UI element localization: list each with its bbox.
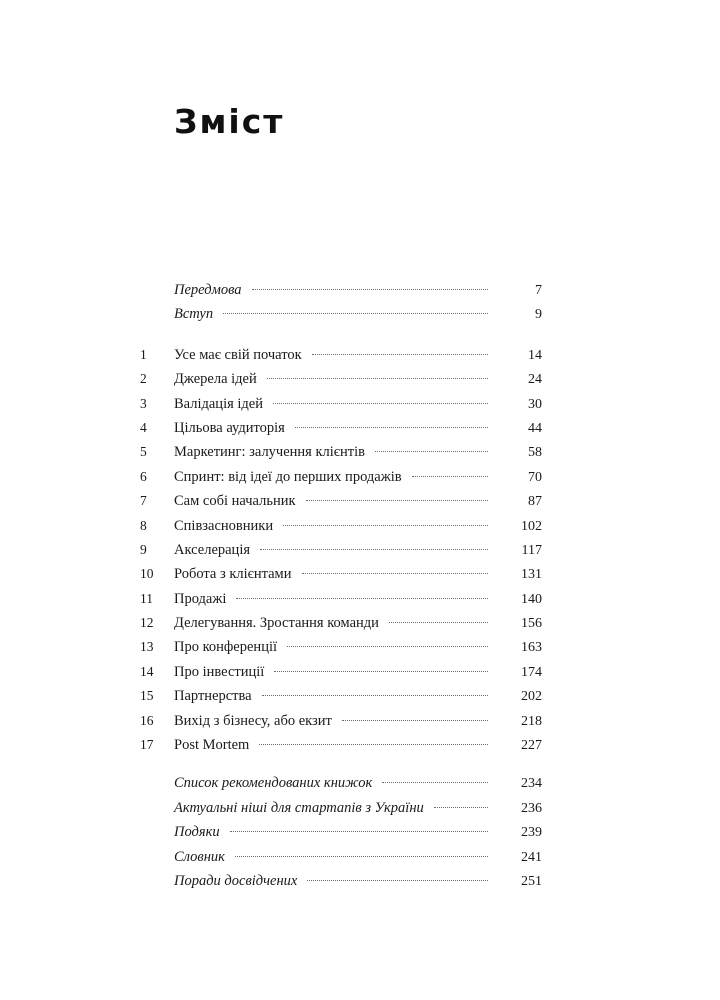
toc-entry[interactable] [140,733,542,757]
page-number: 131 [521,567,542,583]
page-number: 30 [528,396,542,412]
chapter-number: 12 [140,615,154,631]
page-number: 102 [521,518,542,534]
chapter-number: 7 [140,493,147,509]
entry-title: Вступ [174,306,214,323]
chapter-number: 4 [140,419,147,435]
entry-title: Сам собі начальник [174,493,296,510]
dot-leader [295,427,488,428]
dot-leader [262,695,488,696]
toc-entry[interactable] [140,302,542,326]
chapter-number: 13 [140,639,154,655]
dot-leader [235,856,488,857]
page-number: 227 [521,738,542,754]
page-number: 117 [521,542,542,558]
entry-title: Цільова аудиторія [174,419,285,436]
dot-leader [236,598,488,599]
dot-leader [306,500,488,501]
toc-entry[interactable] [140,869,542,893]
page-number: 70 [528,469,542,485]
page-number: 14 [528,347,542,363]
toc-entry[interactable] [140,367,542,391]
chapter-number: 11 [140,590,153,606]
toc-entry[interactable] [140,771,542,795]
entry-title: Спринт: від ідеї до перших продажів [174,468,402,485]
entry-title: Джерела ідей [174,371,257,388]
entry-title: Словник [174,848,225,865]
entry-title: Маркетинг: залучення клієнтів [174,444,365,461]
page-number: 7 [535,283,542,298]
toc-entry[interactable] [140,440,542,464]
front-matter-list [140,278,542,327]
chapter-number: 2 [140,371,147,387]
dot-leader [307,880,488,881]
page-number: 234 [521,776,542,792]
page-number: 156 [521,616,542,632]
toc-entry[interactable] [140,416,542,440]
page-number: 239 [521,825,542,841]
dot-leader [342,720,488,721]
chapter-number: 1 [140,346,147,362]
entry-title: Про інвестиції [174,663,265,680]
toc-entry[interactable] [140,845,542,869]
dot-leader [267,378,488,379]
toc-entry[interactable] [140,611,542,635]
dot-leader [274,671,488,672]
page-number: 24 [528,372,542,388]
entry-title: Акселерація [174,541,251,558]
entry-title: Усе має свій початок [174,346,302,363]
dot-leader [375,451,488,452]
page-number: 251 [521,873,542,889]
toc-entry[interactable] [140,796,542,820]
toc-entry[interactable] [140,538,542,562]
toc-entry[interactable] [140,514,542,538]
entry-title: Робота з клієнтами [174,566,292,583]
dot-leader [260,549,488,550]
entry-title: Про конференції [174,639,278,656]
entry-title: Передмова [174,282,242,298]
chapter-number: 5 [140,444,147,460]
page-number: 9 [535,307,542,323]
entry-title: Валідація ідей [174,395,263,412]
dot-leader [273,403,488,404]
chapter-number: 9 [140,541,147,557]
dot-leader [389,622,488,623]
page-number: 202 [521,689,542,705]
toc-entry[interactable] [140,635,542,659]
dot-leader [287,646,488,647]
dot-leader [412,476,488,477]
toc-entry[interactable] [140,343,542,367]
toc-entry[interactable] [140,820,542,844]
dot-leader [382,782,488,783]
entry-title: Список рекомендованих книжок [174,775,373,792]
toc-entry[interactable] [140,465,542,489]
toc-entry[interactable] [140,562,542,586]
toc-entry[interactable] [140,684,542,708]
chapter-number: 17 [140,737,154,753]
chapter-number: 16 [140,712,154,728]
dot-leader [230,831,488,832]
chapter-list [140,343,542,758]
entry-title: Актуальні ніші для стартапів з України [174,799,424,816]
page-number: 58 [528,445,542,461]
page-number: 87 [528,494,542,510]
toc-entry[interactable] [140,278,542,302]
page-number: 236 [521,800,542,816]
page-number: 163 [521,640,542,656]
page-number: 218 [521,713,542,729]
page-number: 174 [521,664,542,680]
page-number: 241 [521,849,542,865]
toc-entry[interactable] [140,587,542,611]
toc-entry[interactable] [140,660,542,684]
toc-entry[interactable] [140,709,542,733]
entry-title: Подяки [174,824,220,841]
toc-entry[interactable] [140,392,542,416]
dot-leader [283,525,488,526]
back-matter-list [140,771,542,893]
table-of-contents [140,278,542,893]
chapter-number: 15 [140,688,154,704]
page-number: 140 [521,591,542,607]
chapter-number: 10 [140,566,154,582]
dot-leader [434,807,488,808]
dot-leader [252,289,488,290]
chapter-number: 14 [140,663,154,679]
page-number: 44 [528,420,542,436]
entry-title: Делегування. Зростання команди [174,615,379,632]
chapter-number: 3 [140,395,147,411]
dot-leader [259,744,488,745]
dot-leader [223,313,488,314]
dot-leader [302,573,489,574]
entry-title: Продажі [174,590,227,607]
page-title: Зміст [174,102,285,142]
dot-leader [312,354,488,355]
chapter-number: 8 [140,517,147,533]
entry-title: Партнерства [174,688,252,705]
entry-title: Співзасновники [174,517,274,534]
toc-entry[interactable] [140,489,542,513]
chapter-number: 6 [140,468,147,484]
entry-title: Поради досвідчених [174,872,298,889]
entry-title: Post Mortem [174,737,250,754]
entry-title: Вихід з бізнесу, або екзит [174,712,332,729]
